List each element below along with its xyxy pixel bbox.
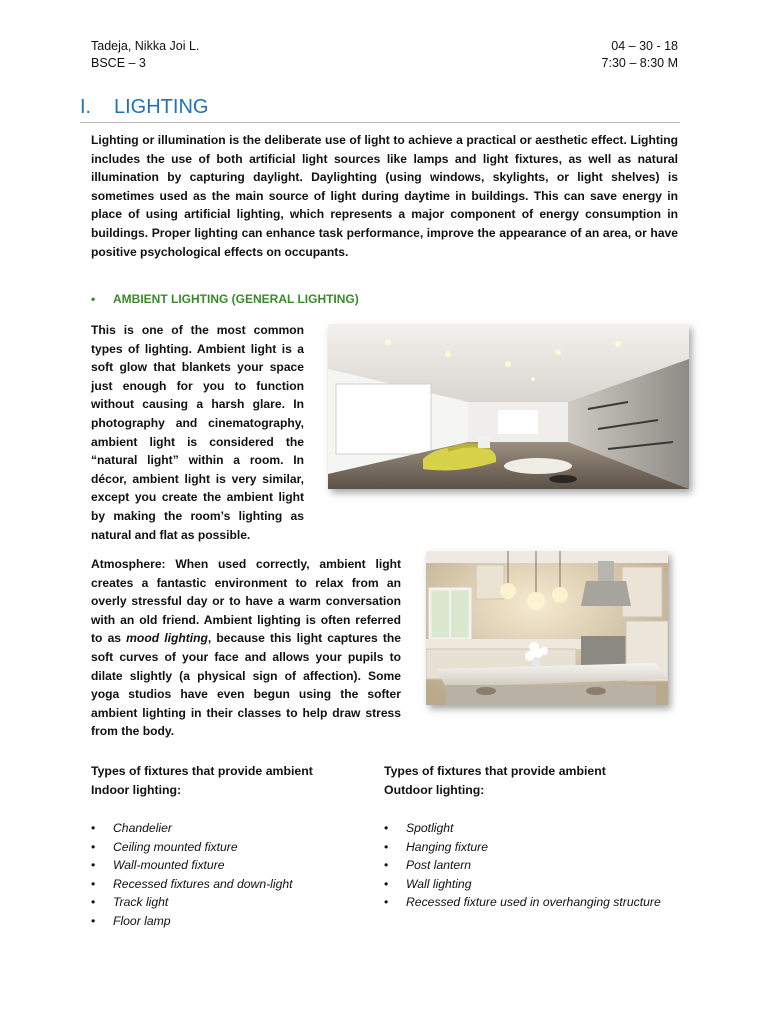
living-room-photo [328, 324, 689, 489]
indoor-fixtures-list [91, 819, 293, 931]
outdoor-fixtures-title [384, 762, 664, 800]
mood-lighting-term: mood lighting [126, 631, 208, 646]
list-item: • Hanging fixture [384, 838, 661, 857]
section-heading [80, 96, 680, 123]
author-course: BSCE – 3 [91, 56, 146, 70]
section-number: I. [80, 96, 92, 118]
bullet-icon: • [91, 292, 96, 306]
header-date: 04 – 30 - 18 [611, 39, 678, 53]
intro-paragraph: Lighting or illumination is the deliberate use of light to achieve a practical or aesthetic effect. Lighting includes the use of both artificial light sources like lamps and light fixtures, as well as natural illumination by capturing daylight. Daylighting (using windows, skylights, or light shelves) is sometimes used as the main source of light during daytime in buildings. This can save energy in place of using artificial lighting, which represents a major component of energy consumption in buildings. Proper lighting can enhance task performance, improve the appearance of an area, or have positive psychological effects on occupants. [91, 133, 678, 259]
atmosphere-label: Atmosphere: [91, 557, 166, 571]
author-name: Tadeja, Nikka Joi L. [91, 39, 200, 53]
list-item: • Spotlight [384, 819, 661, 838]
list-item: • Post lantern [384, 856, 661, 875]
indoor-title-line2: Indoor lighting: [91, 783, 182, 797]
indoor-title-line1: Types of fixtures that provide ambient [91, 764, 313, 778]
atmosphere-text-2: , because this light captures the soft curves of your face and allows your pupils to dilate slightly (a physical sign of affection). Some yoga studios have even begun using the softer ambient lighting in their classes to help draw stress from the body. [91, 631, 402, 739]
list-item: • Wall-mounted fixture [91, 856, 293, 875]
date-block [602, 38, 678, 72]
author-block [91, 38, 199, 72]
outdoor-fixtures-list [384, 819, 661, 912]
kitchen-illustration [426, 551, 668, 705]
section-title: LIGHTING [114, 96, 209, 118]
list-item: • Recessed fixture used in overhanging structure [384, 893, 661, 912]
subsection-title: AMBIENT LIGHTING (GENERAL LIGHTING) [113, 292, 359, 306]
list-item: • Recessed fixtures and down-light [91, 875, 293, 894]
indoor-fixtures-title [91, 762, 351, 800]
kitchen-photo [426, 551, 668, 705]
subsection-heading [91, 292, 359, 306]
list-item: • Track light [91, 893, 293, 912]
header-time: 7:30 – 8:30 M [601, 56, 678, 70]
ambient-paragraph: This is one of the most common types of lighting. Ambient light is a soft glow that blankets your space just enough for you to function without causing a harsh glare. In photography and cinematography, ambient light is considered the “natural light” within a room. In décor, ambient light is very similar, except you create the ambient light by making the room’s lighting as natural and flat as possible. [91, 323, 304, 542]
outdoor-title-line2: Outdoor lighting: [384, 783, 485, 797]
atmosphere-paragraph [91, 555, 401, 741]
list-item: • Floor lamp [91, 912, 293, 931]
list-item: • Wall lighting [384, 875, 661, 894]
living-room-illustration [328, 324, 689, 489]
outdoor-title-line1: Types of fixtures that provide ambient [384, 764, 606, 778]
list-item: • Ceiling mounted fixture [91, 838, 293, 857]
list-item: • Chandelier [91, 819, 293, 838]
atmosphere-text-1: When used correctly, ambient light creates a fantastic environment to relax from an overly stressful day or to have a warm conversation with an old friend. Ambient lighting is often referred to as [91, 557, 401, 646]
